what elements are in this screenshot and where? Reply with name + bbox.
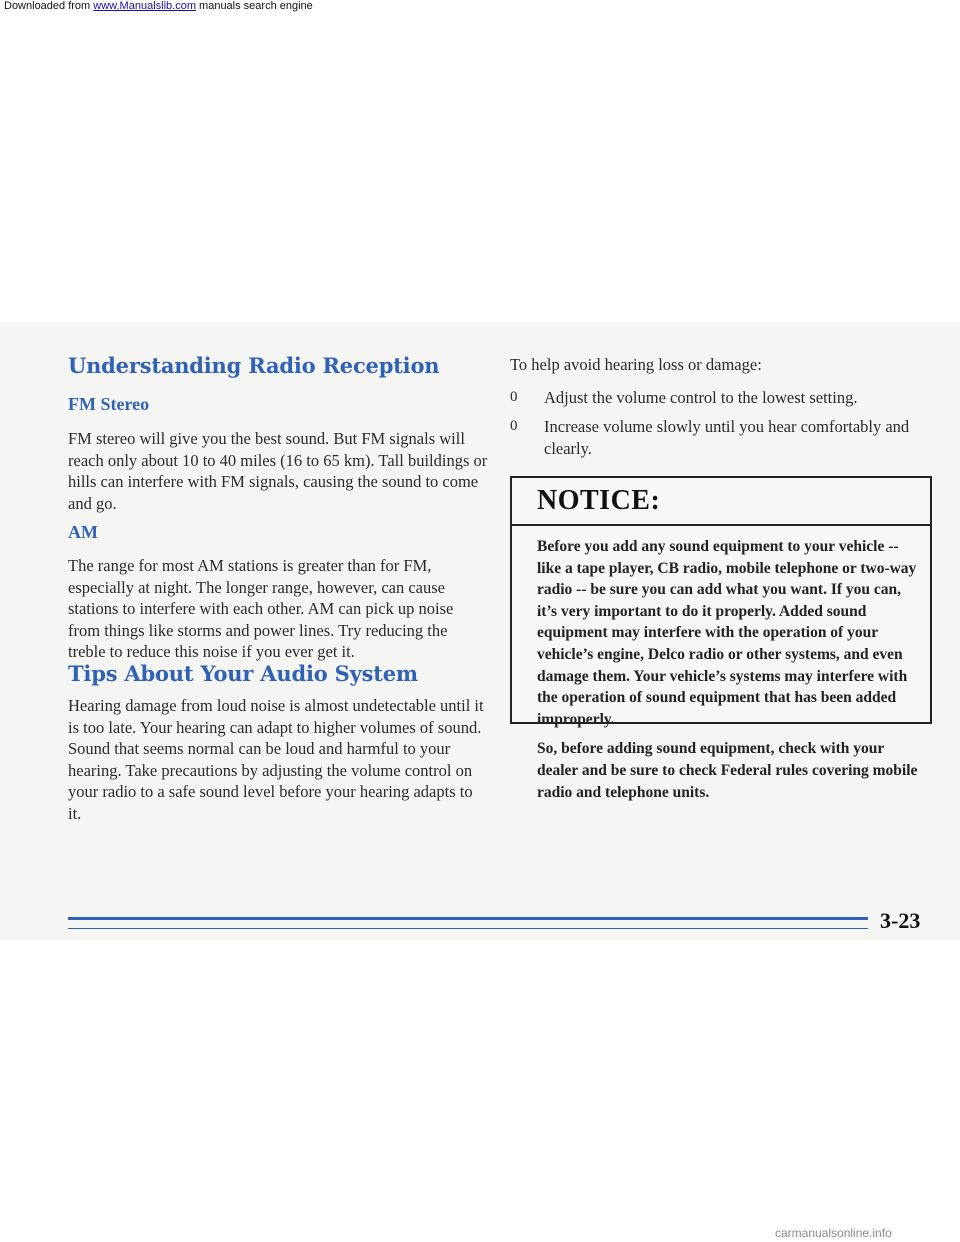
bullet-text: Adjust the volume control to the lowest setting. [544,388,858,407]
manualslib-link[interactable]: www.Manualslib.com [93,0,196,12]
list-item [510,416,930,459]
heading-am: AM [68,522,98,542]
watermark: carmanualsonline.info [775,1226,892,1240]
notice-box [510,476,932,801]
bullet-marker: 0 [510,389,518,405]
notice-paragraph: Before you add any sound equipment to your vehicle -- like a tape player, CB radio, mobile telephone or two-way radio -- be sure you can add what you want. If you can, it’s very important to do it properly. Added sound equipment may interfere with the operation of your vehicle’s engine, Delco radio or other systems, and even damage them. Your vehicle’s systems may interfere with the operation of sound equipment that has been added improperly. [537,538,917,728]
heading-understanding-radio-reception: Understanding Radio Reception [68,353,440,378]
banner-suffix: manuals search engine [195,0,313,12]
paragraph-am: The range for most AM stations is greater than for FM, especially at night. The longer range, however, can cause stations to interfere with each other. AM can pick up noise from things like storms and power lines. Try reducing the treble to reduce this noise if you ever get it. [68,556,454,662]
footer-rule-thin [68,928,868,929]
notice-body [512,526,930,803]
bullet-marker: 0 [510,418,518,434]
list-item [510,387,930,409]
banner-prefix: Downloaded from [4,0,94,12]
banner-text [4,0,313,12]
notice-header [512,478,930,526]
bullet-text: Increase volume slowly until you hear comfortably and clearly. [544,417,910,458]
heading-tips-audio-system: Tips About Your Audio System [68,661,418,686]
download-banner [0,0,960,14]
notice-title: NOTICE: [537,485,661,516]
paragraph-tips: Hearing damage from loud noise is almost undetectable until it is too late. Your hearing can adapt to higher volumes of sound. Sound that seems normal can be loud and harmful to your hearing. Take precautions by adjusting the volume control on your radio to a safe sound level before your hearing adapts to it. [68,696,484,823]
hearing-intro: To help avoid hearing loss or damage: [510,355,762,374]
page-number: 3-23 [880,908,921,933]
heading-fm-stereo: FM Stereo [68,394,150,414]
notice-paragraph: So, before adding sound equipment, check with your dealer and be sure to check Federal rules covering mobile radio and telephone units. [537,740,918,801]
paragraph-fm-stereo: FM stereo will give you the best sound. But FM signals will reach only about 10 to 40 miles (16 to 65 km). Tall buildings or hills can interfere with FM signals, causing the sound to come and go. [68,429,488,513]
footer-rule [68,917,868,920]
